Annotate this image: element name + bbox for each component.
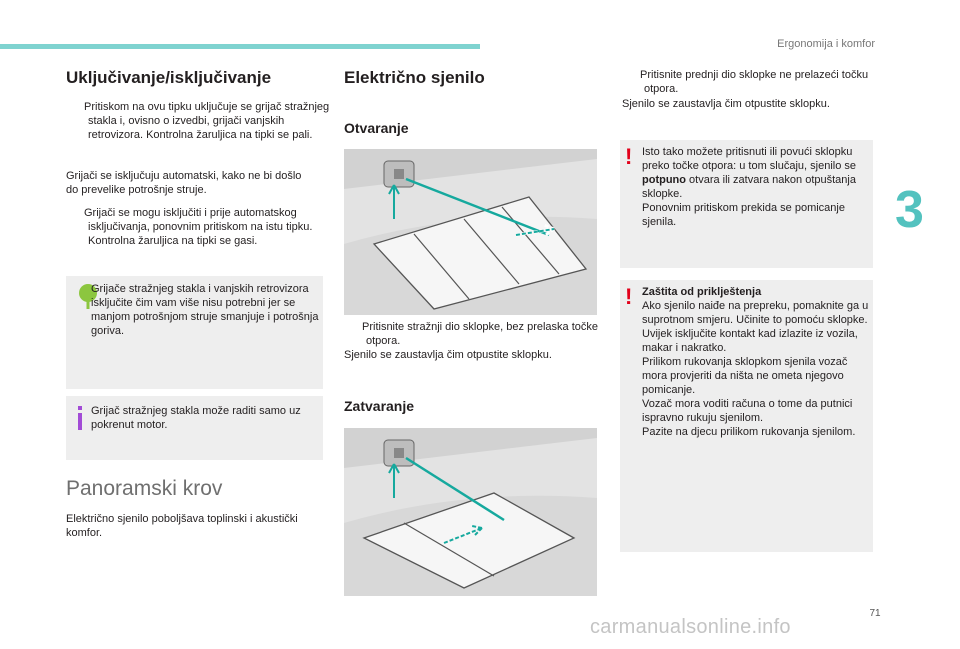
warning-2-line: Uvijek isključite kontakt kad izlazite iz vozila, makar i nakratko. (642, 328, 858, 354)
watermark: carmanualsonline.info (590, 616, 791, 638)
section-header: Ergonomija i komfor (777, 38, 875, 50)
bullet-text: Pritisnite stražnji dio sklopke, bez prelaska točke otpora. (362, 321, 598, 347)
roof-diagram-close (344, 428, 597, 596)
bullet-text: Pritisnite prednji dio sklopke ne prelazeći točku otpora. (640, 69, 869, 95)
chapter-number: 3 (895, 181, 924, 239)
closing-bullet (622, 68, 894, 96)
page-number: 71 (869, 608, 881, 619)
warning-2-line: Ako sjenilo naiđe na prepreku, pomaknite ga u suprotnom smjeru. Učinite to pomoću sklopke. (642, 300, 869, 326)
sunblind-title: Električno sjenilo (344, 68, 485, 87)
warning-1-text: Isto tako možete pritisnuti ili povući sklopku preko točke otpora: u tom slučaju, sjenilo se potpuno otvara ili zatvara nakon otpuštanja sklopke. Ponovnim pritiskom prekida se pomicanje sjenila. (642, 146, 857, 228)
opening-title: Otvaranje (344, 120, 409, 136)
warning-box-2 (620, 280, 873, 552)
info-note-box (66, 396, 323, 460)
warning-box-1 (620, 140, 873, 268)
opening-paragraph: Sjenilo se zaustavlja čim otpustite sklopku. (344, 349, 552, 361)
onoff-title: Uključivanje/isključivanje (66, 68, 272, 87)
bullet-text: Grijači se mogu isključiti i prije automatskog isključivanja, ponovnim pritiskom na istu tipku. Kontrolna žaruljica na tipki se gasi. (84, 207, 313, 247)
onoff-bullet-1 (66, 100, 342, 142)
eco-note-text: Grijače stražnjeg stakla i vanjskih retrovizora isključite čim vam više nisu potrebni jer se manjom potrošnjom struje smanjuje i potrošnja goriva. (91, 283, 319, 337)
warning-2-line: Vozač mora voditi računa o tome da putnici ispravno rukuju sjenilom. (642, 398, 853, 424)
opening-bullet (344, 320, 618, 348)
onoff-bullet-2 (66, 206, 346, 248)
exclamation-icon: ! (625, 284, 633, 309)
roof-diagram-open (344, 149, 597, 315)
closing-illustration (344, 428, 597, 596)
header-accent-bar (0, 44, 480, 49)
info-note-text: Grijač stražnjeg stakla može raditi samo uz pokrenut motor. (91, 405, 301, 431)
closing-paragraph: Sjenilo se zaustavlja čim otpustite sklopku. (622, 98, 830, 110)
warning-2-line: Prilikom rukovanja sklopkom sjenila vozač mora provjeriti da ništa ne ometa njegovo pomicanje. (642, 356, 848, 396)
panoramic-roof-text: Električno sjenilo poboljšava toplinski i akustički komfor. (66, 513, 298, 539)
warning-2-text (642, 285, 870, 439)
bullet-text: Pritiskom na ovu tipku uključuje se grijač stražnjeg stakla i, ovisno o izvedbi, grijači vanjskih retrovizora. Kontrolna žaruljica na tipki se pali. (84, 101, 330, 141)
panoramic-roof-title: Panoramski krov (66, 477, 223, 500)
onoff-paragraph: Grijači se isključuju automatski, kako ne bi došlo do prevelike potrošnje struje. (66, 170, 302, 196)
exclamation-icon: ! (625, 144, 633, 169)
info-icon (77, 406, 83, 430)
opening-illustration (344, 149, 597, 315)
warning-2-line: Pazite na djecu prilikom rukovanja sjenilom. (642, 426, 856, 438)
closing-title: Zatvaranje (344, 398, 415, 414)
eco-note-box (66, 276, 323, 389)
warning-2-title: Zaštita od priklještenja (642, 286, 762, 298)
